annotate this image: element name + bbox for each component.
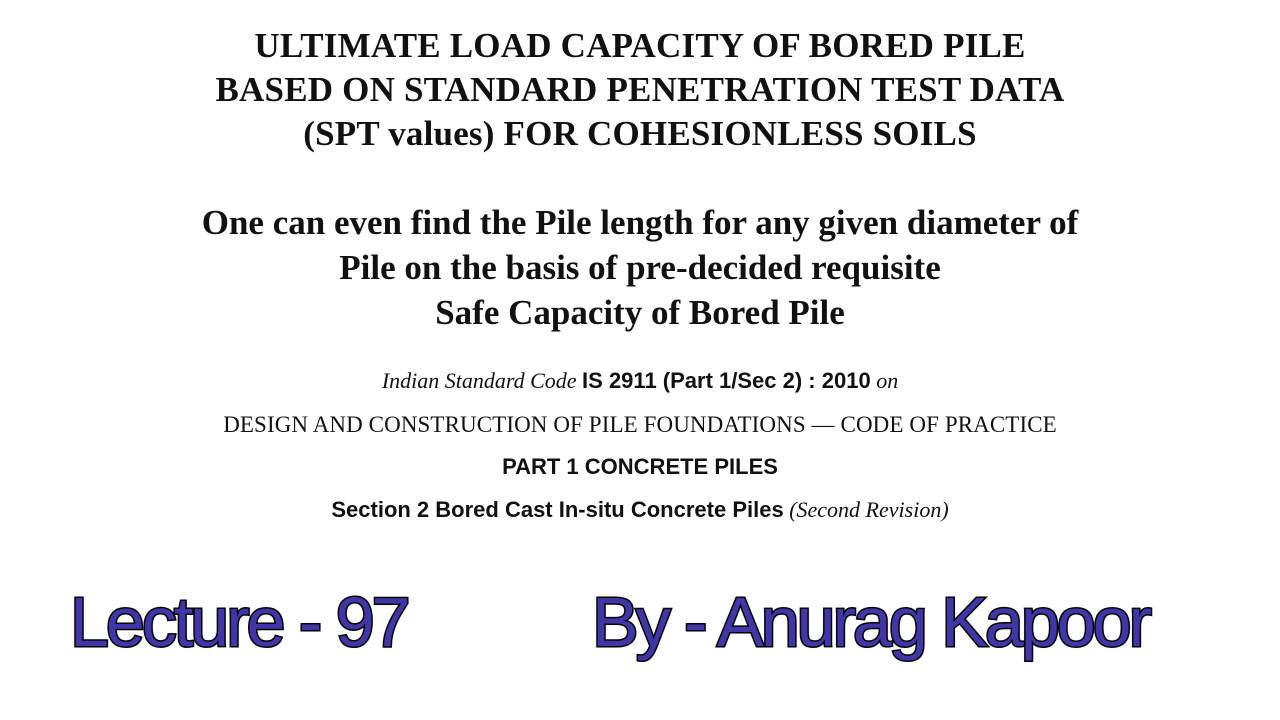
- standard-part: PART 1 CONCRETE PILES: [502, 454, 778, 479]
- main-title-line-2: BASED ON STANDARD PENETRATION TEST DATA: [215, 70, 1065, 109]
- standard-prefix: Indian Standard Code: [381, 368, 577, 393]
- standard-section-line: [0, 497, 1280, 523]
- standard-section: Section 2 Bored Cast In-situ Concrete Piles: [331, 497, 784, 522]
- standard-title: DESIGN AND CONSTRUCTION OF PILE FOUNDATIONS — CODE OF PRACTICE: [223, 412, 1057, 437]
- main-title-line-1: ULTIMATE LOAD CAPACITY OF BORED PILE: [254, 26, 1026, 65]
- standard-code: IS 2911 (Part 1/Sec 2) : 2010: [582, 368, 871, 393]
- subtitle-line-3: Safe Capacity of Bored Pile: [435, 293, 845, 332]
- standard-suffix: on: [876, 368, 899, 393]
- subtitle-line-1: One can even find the Pile length for any given diameter of: [201, 203, 1079, 242]
- lecture-number: Lecture - 97: [70, 583, 408, 661]
- main-title: [0, 24, 1280, 156]
- subtitle: [0, 200, 1280, 335]
- standard-code-line: [0, 368, 1280, 394]
- subtitle-line-2: Pile on the basis of pre-decided requisite: [339, 248, 941, 287]
- author-credit: By - Anurag Kapoor: [592, 583, 1149, 661]
- standard-revision: (Second Revision): [789, 497, 949, 522]
- main-title-line-3: (SPT values) FOR COHESIONLESS SOILS: [303, 114, 977, 153]
